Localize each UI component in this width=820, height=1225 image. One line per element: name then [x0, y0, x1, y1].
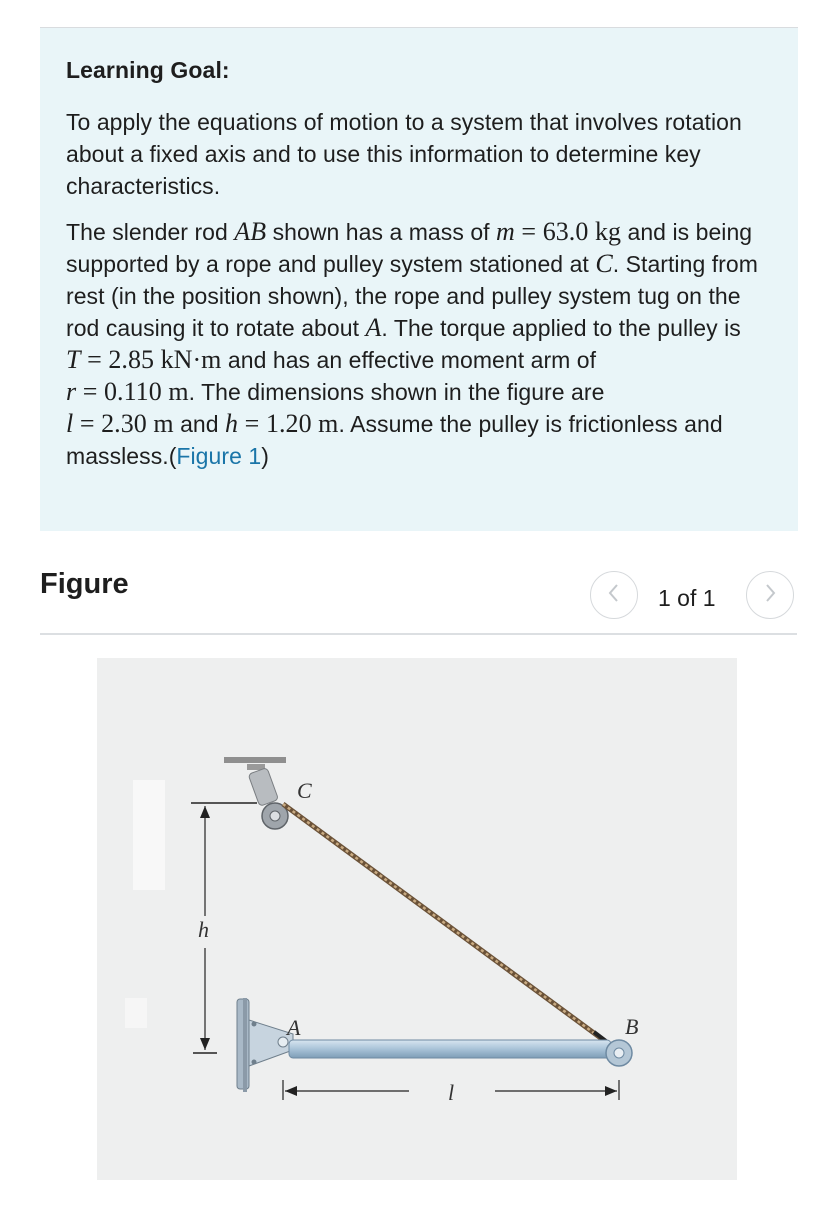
problem-statement: [66, 216, 770, 472]
height-expression: h = 1.20 m: [225, 409, 339, 438]
point-a-symbol: A: [365, 313, 382, 342]
previous-figure-button[interactable]: [590, 571, 638, 619]
faded-region: [133, 780, 165, 890]
label-b: B: [625, 1014, 639, 1039]
learning-goal-intro: To apply the equations of motion to a system that involves rotation about a fixed axis and to use this information to determine key characteristics.: [66, 109, 742, 199]
problem-text: and is being supported by a rope and pulley system stationed at: [66, 219, 753, 277]
problem-text: shown has a mass of: [266, 219, 497, 245]
moment-arm-expression: r = 0.110 m: [66, 377, 189, 406]
problem-text: . Starting from rest (in the position shown), the rope and pulley system tug on the rod causing it to rotate about: [66, 251, 758, 341]
problem-text: The slender rod: [66, 219, 235, 245]
learning-goal-panel: [40, 28, 798, 531]
problem-text: . The dimensions shown in the figure are: [188, 379, 605, 405]
problem-text: and: [173, 411, 226, 437]
next-figure-button[interactable]: [746, 571, 794, 619]
faded-region: [125, 998, 147, 1028]
chevron-right-icon: [763, 582, 777, 609]
point-c-symbol: C: [595, 249, 613, 278]
figure-link-paren: (: [168, 443, 177, 469]
figure-pager: 1 of 1: [658, 585, 716, 611]
problem-text: . The torque applied to the pulley is: [381, 315, 741, 341]
figure-link-paren: ): [261, 443, 269, 469]
torque-expression: T = 2.85 kN·m: [66, 345, 222, 374]
rod-ab: [289, 1040, 611, 1058]
mass-expression: m = 63.0 kg: [496, 217, 622, 246]
ceiling-mount: [224, 757, 286, 806]
learning-goal-heading: Learning Goal:: [66, 57, 230, 83]
rod-pulley-diagram: [97, 658, 737, 1180]
rod-symbol: AB: [234, 217, 267, 246]
label-l: l: [448, 1080, 455, 1105]
label-c: C: [297, 778, 312, 803]
figure-image: [97, 658, 737, 1180]
length-expression: l = 2.30 m: [66, 409, 174, 438]
figure-title: Figure: [40, 568, 129, 600]
problem-text: and has an effective moment arm of: [221, 347, 597, 373]
figure-divider: [40, 633, 797, 635]
figure-link[interactable]: Figure 1: [176, 443, 262, 469]
label-a: A: [287, 1015, 301, 1040]
wall-mount-a: [237, 998, 293, 1092]
chevron-left-icon: [607, 582, 621, 609]
pin-b: [606, 1040, 632, 1066]
label-h: h: [198, 917, 209, 942]
problem-text: . Assume the pulley is frictionless and massless.: [66, 411, 723, 469]
